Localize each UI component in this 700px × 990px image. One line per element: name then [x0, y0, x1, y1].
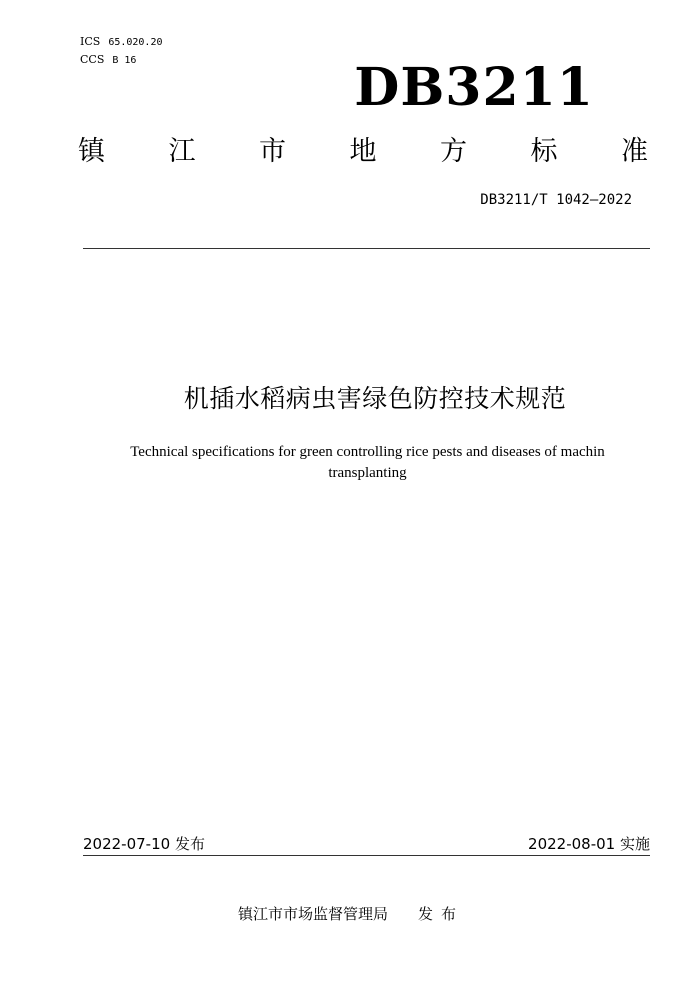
title-english-line: transplanting — [328, 465, 407, 481]
standard-type-char: 镇 — [78, 136, 105, 167]
bottom-divider — [83, 855, 650, 856]
standard-type-char: 江 — [168, 136, 196, 167]
title-chinese: 机插水稻病虫害绿色防控技术规范 — [183, 384, 567, 413]
ics-code: 65.020.20 — [108, 37, 163, 48]
title-english — [95, 442, 640, 484]
ics-label: ICS — [80, 35, 101, 48]
ccs-line — [80, 53, 136, 68]
title-english-line: Technical specifications for green controlling rice pests and diseases of machin — [130, 444, 605, 460]
ccs-code: B 16 — [112, 55, 137, 66]
issue-date: 2022-07-10 发布 — [83, 835, 205, 853]
db-logo: DB3211 — [354, 57, 594, 118]
standard-type — [78, 134, 648, 170]
implement-date: 2022-08-01 实施 — [528, 835, 650, 853]
standard-type-char: 市 — [259, 136, 286, 167]
publisher-line — [238, 903, 464, 925]
standard-type-char: 准 — [621, 136, 648, 167]
ccs-label: CCS — [80, 53, 105, 66]
ics-line — [80, 35, 163, 50]
standard-number: DB3211/T 1042—2022 — [480, 192, 632, 208]
publisher-name: 镇江市市场监督管理局 — [238, 905, 389, 923]
publish-action: 发布 — [418, 905, 465, 923]
top-divider — [83, 248, 650, 249]
standard-type-char: 地 — [349, 136, 377, 167]
standard-type-char: 方 — [440, 136, 467, 167]
standard-type-char: 标 — [530, 136, 558, 167]
